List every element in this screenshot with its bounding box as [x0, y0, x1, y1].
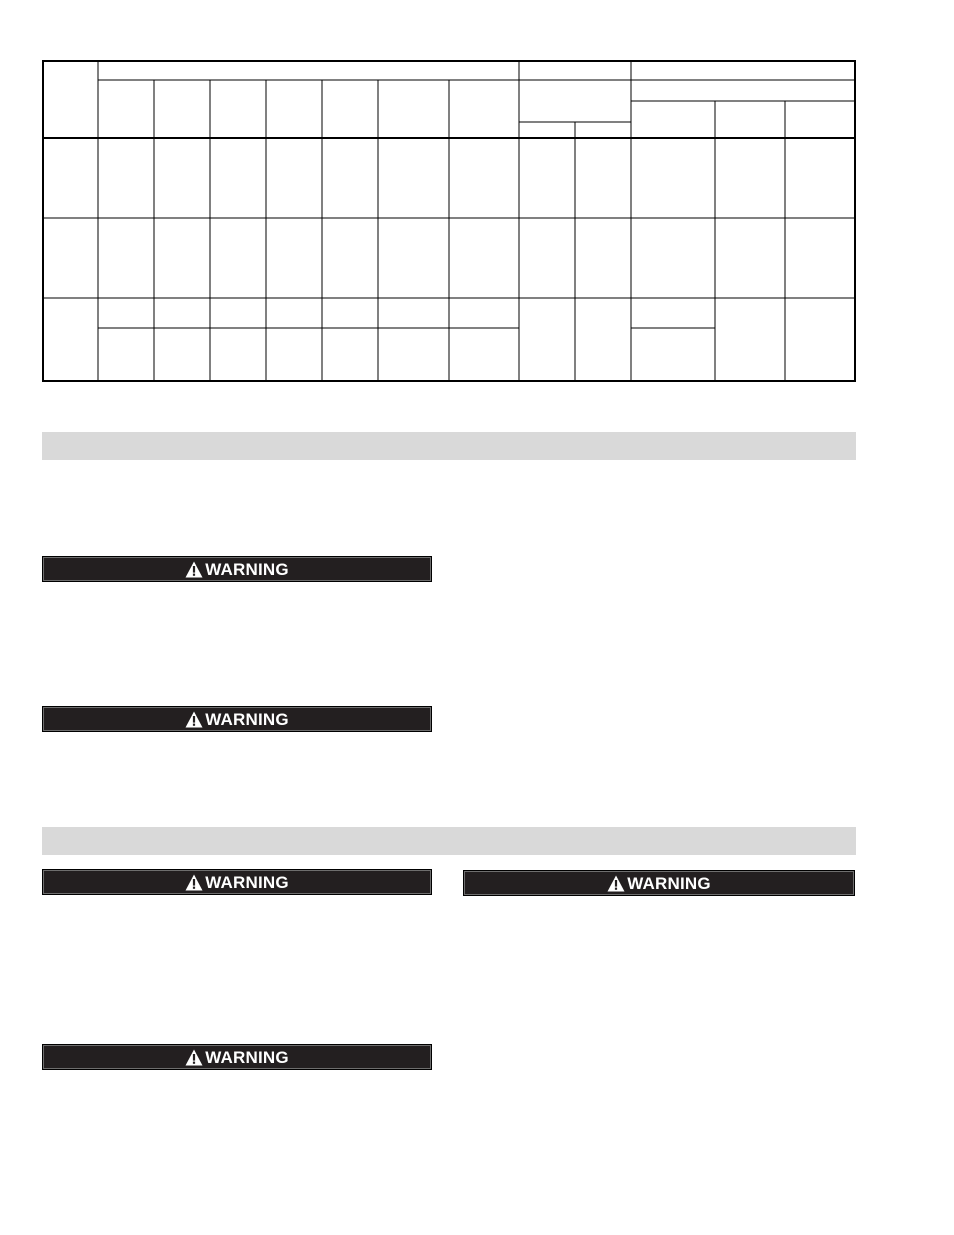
warning-triangle-icon — [607, 875, 625, 892]
warning-banner — [463, 870, 855, 896]
specifications-table — [42, 60, 856, 382]
section-heading-band — [42, 827, 856, 855]
section-heading-band — [42, 432, 856, 460]
warning-banner — [42, 706, 432, 732]
warning-label: WARNING — [205, 1047, 289, 1067]
specifications-table-grid — [42, 60, 856, 382]
warning-label: WARNING — [205, 559, 289, 579]
warning-banner — [42, 1044, 432, 1070]
warning-label: WARNING — [205, 709, 289, 729]
warning-triangle-icon — [185, 1049, 203, 1066]
warning-banner — [42, 869, 432, 895]
warning-label: WARNING — [627, 873, 711, 893]
warning-triangle-icon — [185, 561, 203, 578]
warning-banner — [42, 556, 432, 582]
warning-triangle-icon — [185, 874, 203, 891]
warning-triangle-icon — [185, 711, 203, 728]
warning-label: WARNING — [205, 872, 289, 892]
